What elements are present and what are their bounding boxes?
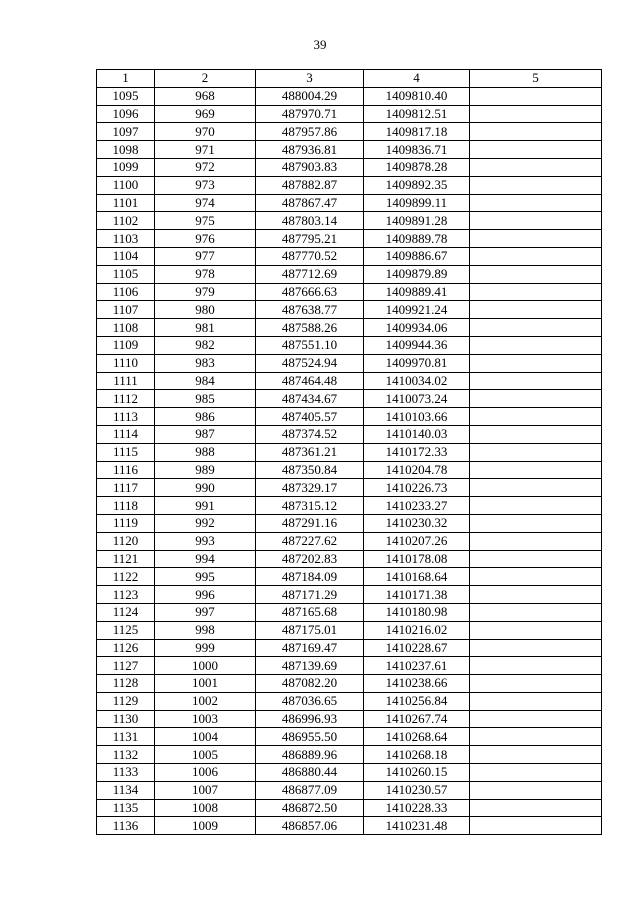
- table-row: [97, 621, 602, 639]
- table-cell-col-5: [470, 443, 602, 461]
- table-cell-col-4: 1409817.18: [364, 123, 470, 141]
- table-cell-col-5: [470, 621, 602, 639]
- table-cell-col-1: 1113: [97, 408, 155, 426]
- table-cell-col-4: 1410226.73: [364, 479, 470, 497]
- table-cell-col-4: 1410180.98: [364, 603, 470, 621]
- table-cell-col-5: [470, 550, 602, 568]
- table-cell-col-1: 1103: [97, 230, 155, 248]
- table-cell-col-1: 1097: [97, 123, 155, 141]
- table-cell-col-3: 487770.52: [256, 247, 364, 265]
- table-row: [97, 87, 602, 105]
- table-cell-col-4: 1410073.24: [364, 390, 470, 408]
- table-cell-col-3: 487329.17: [256, 479, 364, 497]
- table-row: [97, 639, 602, 657]
- table-cell-col-3: 487291.16: [256, 514, 364, 532]
- table-cell-col-1: 1109: [97, 336, 155, 354]
- table-cell-col-5: [470, 497, 602, 515]
- table-row: [97, 675, 602, 693]
- table-cell-col-5: [470, 692, 602, 710]
- table-cell-col-1: 1129: [97, 692, 155, 710]
- table-cell-col-4: 1409970.81: [364, 354, 470, 372]
- table-cell-col-4: 1410171.38: [364, 586, 470, 604]
- table-cell-col-5: [470, 158, 602, 176]
- table-cell-col-3: 486996.93: [256, 710, 364, 728]
- table-cell-col-1: 1106: [97, 283, 155, 301]
- table-cell-col-2: 971: [155, 141, 256, 159]
- table-row: [97, 425, 602, 443]
- table-cell-col-4: 1410034.02: [364, 372, 470, 390]
- table-row: [97, 158, 602, 176]
- table-row: [97, 568, 602, 586]
- table-cell-col-1: 1118: [97, 497, 155, 515]
- table-cell-col-2: 1002: [155, 692, 256, 710]
- table-cell-col-4: 1410260.15: [364, 764, 470, 782]
- table-cell-col-4: 1409944.36: [364, 336, 470, 354]
- table-cell-col-2: 989: [155, 461, 256, 479]
- table-cell-col-3: 487903.83: [256, 158, 364, 176]
- table-cell-col-4: 1410268.64: [364, 728, 470, 746]
- table-cell-col-5: [470, 247, 602, 265]
- table-cell-col-2: 995: [155, 568, 256, 586]
- table-cell-col-3: 487970.71: [256, 105, 364, 123]
- table-cell-col-5: [470, 390, 602, 408]
- table-cell-col-1: 1099: [97, 158, 155, 176]
- table-cell-col-2: 976: [155, 230, 256, 248]
- table-header: [97, 70, 602, 88]
- table-row: [97, 247, 602, 265]
- table-body: [97, 87, 602, 834]
- table-cell-col-3: 487227.62: [256, 532, 364, 550]
- table-cell-col-3: 487936.81: [256, 141, 364, 159]
- table-cell-col-4: 1410230.32: [364, 514, 470, 532]
- table-cell-col-4: 1409810.40: [364, 87, 470, 105]
- table-row: [97, 710, 602, 728]
- table-row: [97, 265, 602, 283]
- table-cell-col-5: [470, 764, 602, 782]
- table-cell-col-5: [470, 372, 602, 390]
- table-cell-col-3: 487464.48: [256, 372, 364, 390]
- table-cell-col-5: [470, 141, 602, 159]
- table-cell-col-1: 1132: [97, 746, 155, 764]
- table-cell-col-5: [470, 265, 602, 283]
- table-cell-col-4: 1410268.18: [364, 746, 470, 764]
- table-cell-col-2: 970: [155, 123, 256, 141]
- table-row: [97, 319, 602, 337]
- table-cell-col-1: 1122: [97, 568, 155, 586]
- table-cell-col-5: [470, 301, 602, 319]
- table-cell-col-2: 1001: [155, 675, 256, 693]
- table-cell-col-2: 974: [155, 194, 256, 212]
- column-header-1: 1: [97, 70, 155, 88]
- table-row: [97, 692, 602, 710]
- table-row: [97, 532, 602, 550]
- table-cell-col-4: 1410140.03: [364, 425, 470, 443]
- table-cell-col-3: 487867.47: [256, 194, 364, 212]
- table-cell-col-1: 1121: [97, 550, 155, 568]
- column-header-4: 4: [364, 70, 470, 88]
- table-cell-col-4: 1410237.61: [364, 657, 470, 675]
- table-cell-col-5: [470, 87, 602, 105]
- table-cell-col-3: 487374.52: [256, 425, 364, 443]
- table-cell-col-4: 1410231.48: [364, 817, 470, 835]
- table-row: [97, 817, 602, 835]
- table-cell-col-5: [470, 639, 602, 657]
- table-cell-col-2: 968: [155, 87, 256, 105]
- table-cell-col-5: [470, 728, 602, 746]
- table-row: [97, 123, 602, 141]
- table-cell-col-3: 486872.50: [256, 799, 364, 817]
- table-cell-col-3: 488004.29: [256, 87, 364, 105]
- table-cell-col-3: 487638.77: [256, 301, 364, 319]
- table-row: [97, 514, 602, 532]
- table-cell-col-4: 1409878.28: [364, 158, 470, 176]
- table-cell-col-1: 1105: [97, 265, 155, 283]
- table-cell-col-1: 1095: [97, 87, 155, 105]
- table-cell-col-2: 1007: [155, 781, 256, 799]
- table-cell-col-2: 999: [155, 639, 256, 657]
- table-cell-col-2: 977: [155, 247, 256, 265]
- table-cell-col-5: [470, 354, 602, 372]
- table-cell-col-4: 1409889.78: [364, 230, 470, 248]
- table-cell-col-5: [470, 336, 602, 354]
- table-cell-col-2: 980: [155, 301, 256, 319]
- table-cell-col-4: 1410172.33: [364, 443, 470, 461]
- table-cell-col-3: 487361.21: [256, 443, 364, 461]
- table-cell-col-1: 1136: [97, 817, 155, 835]
- table-cell-col-1: 1135: [97, 799, 155, 817]
- table-cell-col-5: [470, 123, 602, 141]
- table-cell-col-2: 996: [155, 586, 256, 604]
- table-row: [97, 603, 602, 621]
- table-cell-col-4: 1409879.89: [364, 265, 470, 283]
- table-cell-col-2: 969: [155, 105, 256, 123]
- table-cell-col-5: [470, 586, 602, 604]
- table-cell-col-2: 983: [155, 354, 256, 372]
- table-cell-col-1: 1130: [97, 710, 155, 728]
- table-cell-col-1: 1108: [97, 319, 155, 337]
- table-cell-col-1: 1116: [97, 461, 155, 479]
- table-row: [97, 746, 602, 764]
- table-cell-col-1: 1102: [97, 212, 155, 230]
- table-cell-col-2: 993: [155, 532, 256, 550]
- table-cell-col-3: 487803.14: [256, 212, 364, 230]
- table-cell-col-4: 1410256.84: [364, 692, 470, 710]
- table-cell-col-1: 1119: [97, 514, 155, 532]
- table-cell-col-5: [470, 461, 602, 479]
- table-cell-col-2: 987: [155, 425, 256, 443]
- table-cell-col-3: 487315.12: [256, 497, 364, 515]
- table-cell-col-3: 487795.21: [256, 230, 364, 248]
- table-cell-col-2: 992: [155, 514, 256, 532]
- table-row: [97, 354, 602, 372]
- table-cell-col-3: 487434.67: [256, 390, 364, 408]
- table-cell-col-2: 972: [155, 158, 256, 176]
- table-cell-col-3: 487175.01: [256, 621, 364, 639]
- table-cell-col-4: 1410216.02: [364, 621, 470, 639]
- table-row: [97, 461, 602, 479]
- table-cell-col-4: 1410230.57: [364, 781, 470, 799]
- table-cell-col-5: [470, 781, 602, 799]
- table-cell-col-4: 1409934.06: [364, 319, 470, 337]
- table-cell-col-4: 1409921.24: [364, 301, 470, 319]
- table-cell-col-1: 1123: [97, 586, 155, 604]
- table-cell-col-3: 487524.94: [256, 354, 364, 372]
- table-cell-col-1: 1098: [97, 141, 155, 159]
- table-cell-col-1: 1125: [97, 621, 155, 639]
- table-cell-col-1: 1120: [97, 532, 155, 550]
- table-cell-col-5: [470, 817, 602, 835]
- table-row: [97, 443, 602, 461]
- table-cell-col-3: 487184.09: [256, 568, 364, 586]
- table-cell-col-4: 1410103.66: [364, 408, 470, 426]
- table-cell-col-3: 487588.26: [256, 319, 364, 337]
- table-cell-col-1: 1124: [97, 603, 155, 621]
- table-cell-col-4: 1410267.74: [364, 710, 470, 728]
- table-cell-col-2: 1003: [155, 710, 256, 728]
- table-cell-col-5: [470, 514, 602, 532]
- table-cell-col-5: [470, 675, 602, 693]
- table-cell-col-2: 973: [155, 176, 256, 194]
- table-cell-col-4: 1409889.41: [364, 283, 470, 301]
- table-cell-col-5: [470, 212, 602, 230]
- table-cell-col-3: 487202.83: [256, 550, 364, 568]
- table-cell-col-5: [470, 319, 602, 337]
- table-cell-col-2: 1008: [155, 799, 256, 817]
- table-cell-col-3: 487036.65: [256, 692, 364, 710]
- table-cell-col-1: 1110: [97, 354, 155, 372]
- table-cell-col-5: [470, 176, 602, 194]
- table-row: [97, 212, 602, 230]
- table-cell-col-2: 986: [155, 408, 256, 426]
- table-row: [97, 283, 602, 301]
- table-row: [97, 390, 602, 408]
- table-cell-col-3: 487405.57: [256, 408, 364, 426]
- table-cell-col-5: [470, 710, 602, 728]
- table-row: [97, 141, 602, 159]
- table-cell-col-5: [470, 425, 602, 443]
- table-cell-col-2: 991: [155, 497, 256, 515]
- table-cell-col-3: 486880.44: [256, 764, 364, 782]
- table-row: [97, 176, 602, 194]
- table-row: [97, 550, 602, 568]
- column-header-3: 3: [256, 70, 364, 88]
- table-cell-col-4: 1409899.11: [364, 194, 470, 212]
- table-cell-col-2: 998: [155, 621, 256, 639]
- table-cell-col-2: 981: [155, 319, 256, 337]
- table-cell-col-2: 997: [155, 603, 256, 621]
- table-cell-col-3: 487171.29: [256, 586, 364, 604]
- coordinates-table: [96, 69, 602, 835]
- table-cell-col-2: 975: [155, 212, 256, 230]
- table-cell-col-5: [470, 408, 602, 426]
- table-cell-col-3: 487957.86: [256, 123, 364, 141]
- column-header-2: 2: [155, 70, 256, 88]
- table-cell-col-2: 978: [155, 265, 256, 283]
- table-cell-col-3: 486857.06: [256, 817, 364, 835]
- table-cell-col-1: 1100: [97, 176, 155, 194]
- table-cell-col-3: 486889.96: [256, 746, 364, 764]
- table-cell-col-4: 1410238.66: [364, 675, 470, 693]
- column-header-5: 5: [470, 70, 602, 88]
- table-cell-col-2: 1000: [155, 657, 256, 675]
- table-cell-col-5: [470, 568, 602, 586]
- table-row: [97, 372, 602, 390]
- table-row: [97, 728, 602, 746]
- table-row: [97, 764, 602, 782]
- table-cell-col-1: 1127: [97, 657, 155, 675]
- table-cell-col-4: 1410228.33: [364, 799, 470, 817]
- table-cell-col-1: 1115: [97, 443, 155, 461]
- table-cell-col-5: [470, 230, 602, 248]
- table-cell-col-4: 1410207.26: [364, 532, 470, 550]
- table-row: [97, 301, 602, 319]
- table-cell-col-1: 1131: [97, 728, 155, 746]
- table-cell-col-1: 1104: [97, 247, 155, 265]
- table-cell-col-2: 1004: [155, 728, 256, 746]
- table-cell-col-3: 487551.10: [256, 336, 364, 354]
- table-cell-col-1: 1107: [97, 301, 155, 319]
- table-cell-col-3: 487666.63: [256, 283, 364, 301]
- table-cell-col-2: 984: [155, 372, 256, 390]
- table-row: [97, 781, 602, 799]
- table-cell-col-3: 487165.68: [256, 603, 364, 621]
- table-cell-col-3: 487139.69: [256, 657, 364, 675]
- table-cell-col-1: 1101: [97, 194, 155, 212]
- table-cell-col-5: [470, 603, 602, 621]
- table-row: [97, 657, 602, 675]
- table-cell-col-5: [470, 657, 602, 675]
- table-cell-col-1: 1112: [97, 390, 155, 408]
- table-cell-col-3: 487350.84: [256, 461, 364, 479]
- table-cell-col-2: 1006: [155, 764, 256, 782]
- table-cell-col-5: [470, 532, 602, 550]
- table-cell-col-5: [470, 746, 602, 764]
- table-cell-col-4: 1409892.35: [364, 176, 470, 194]
- table-row: [97, 230, 602, 248]
- table-cell-col-1: 1117: [97, 479, 155, 497]
- table-cell-col-1: 1126: [97, 639, 155, 657]
- table-cell-col-3: 487082.20: [256, 675, 364, 693]
- table-cell-col-1: 1114: [97, 425, 155, 443]
- table-cell-col-3: 487169.47: [256, 639, 364, 657]
- table-row: [97, 105, 602, 123]
- table-cell-col-1: 1133: [97, 764, 155, 782]
- table-cell-col-2: 985: [155, 390, 256, 408]
- table-cell-col-3: 486877.09: [256, 781, 364, 799]
- table-cell-col-2: 979: [155, 283, 256, 301]
- table-row: [97, 586, 602, 604]
- table-cell-col-2: 994: [155, 550, 256, 568]
- table-cell-col-2: 1005: [155, 746, 256, 764]
- table-cell-col-5: [470, 194, 602, 212]
- table-cell-col-3: 486955.50: [256, 728, 364, 746]
- table-cell-col-2: 988: [155, 443, 256, 461]
- table-cell-col-2: 1009: [155, 817, 256, 835]
- table-cell-col-1: 1111: [97, 372, 155, 390]
- table-cell-col-1: 1128: [97, 675, 155, 693]
- table-cell-col-4: 1410228.67: [364, 639, 470, 657]
- table-cell-col-4: 1409812.51: [364, 105, 470, 123]
- table-cell-col-4: 1410204.78: [364, 461, 470, 479]
- table-row: [97, 336, 602, 354]
- table-cell-col-4: 1410168.64: [364, 568, 470, 586]
- table-cell-col-5: [470, 799, 602, 817]
- table-cell-col-4: 1410178.08: [364, 550, 470, 568]
- header-row: [97, 70, 602, 88]
- table-cell-col-4: 1409891.28: [364, 212, 470, 230]
- table-cell-col-4: 1410233.27: [364, 497, 470, 515]
- table-row: [97, 408, 602, 426]
- table-cell-col-4: 1409886.67: [364, 247, 470, 265]
- table-cell-col-5: [470, 283, 602, 301]
- table-cell-col-5: [470, 105, 602, 123]
- table-cell-col-3: 487882.87: [256, 176, 364, 194]
- table-cell-col-4: 1409836.71: [364, 141, 470, 159]
- table-cell-col-1: 1134: [97, 781, 155, 799]
- table-cell-col-3: 487712.69: [256, 265, 364, 283]
- table-cell-col-2: 990: [155, 479, 256, 497]
- table-cell-col-5: [470, 479, 602, 497]
- table-row: [97, 497, 602, 515]
- page-number: 39: [313, 37, 327, 52]
- table-row: [97, 799, 602, 817]
- table-cell-col-2: 982: [155, 336, 256, 354]
- table-cell-col-1: 1096: [97, 105, 155, 123]
- table-row: [97, 479, 602, 497]
- table-row: [97, 194, 602, 212]
